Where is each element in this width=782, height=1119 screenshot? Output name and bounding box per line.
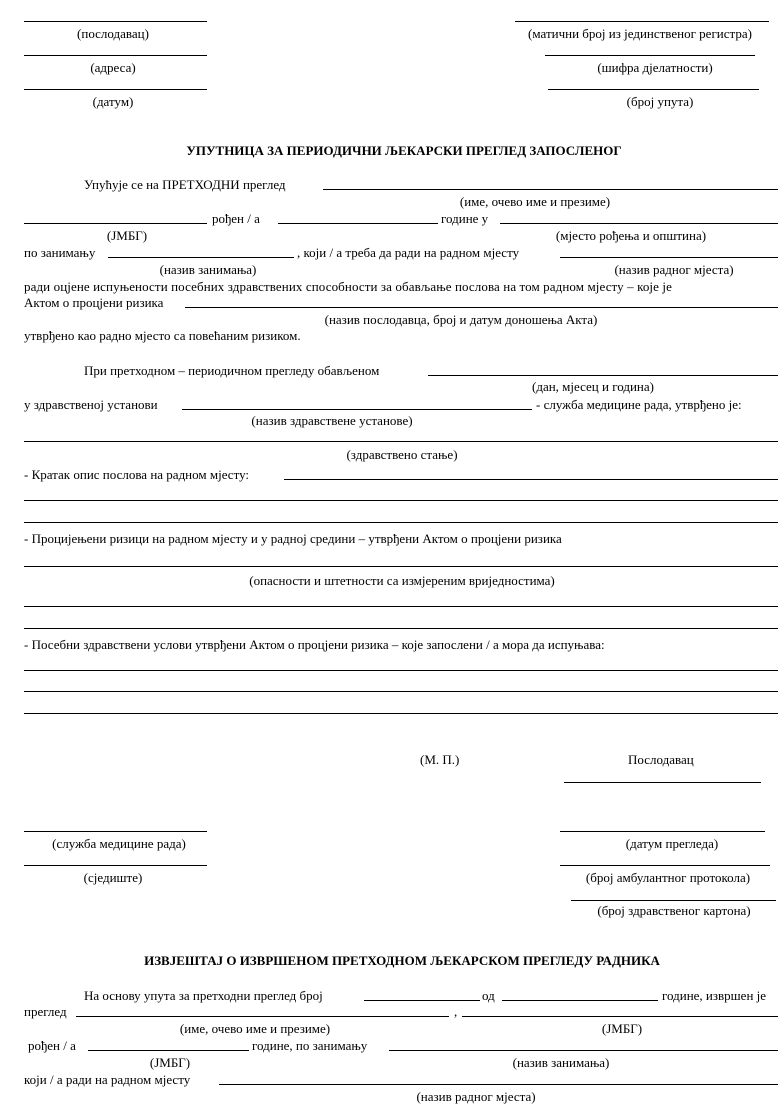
institution-caption: (назив здравствене установе) bbox=[251, 413, 413, 428]
exam-date-caption: (дан, мјесец и година) bbox=[532, 379, 654, 394]
conditions-line-3[interactable] bbox=[24, 713, 778, 714]
short-desc-line-3[interactable] bbox=[24, 522, 778, 523]
card-caption: (број здравственог картона) bbox=[597, 903, 751, 918]
referral-title: УПУТНИЦА ЗА ПЕРИОДИЧНИ ЉЕКАРСКИ ПРЕГЛЕД ЗАПОСЛЕНОГ bbox=[186, 143, 622, 158]
report-workplace-line[interactable] bbox=[219, 1084, 778, 1085]
reg-number-caption: (матични број из јединственог регистра) bbox=[528, 26, 752, 41]
occupation-caption: (назив занимања) bbox=[159, 262, 257, 277]
year-done-text: године, извршен је bbox=[662, 988, 767, 1003]
protocol-line[interactable] bbox=[560, 865, 770, 866]
report-workplace-caption: (назив радног мјеста) bbox=[416, 1089, 536, 1104]
act-text: Актом о процјени ризика bbox=[24, 295, 164, 310]
born-text: рођен / а bbox=[212, 211, 260, 226]
report-date-line[interactable] bbox=[502, 1000, 658, 1001]
service-line[interactable] bbox=[24, 831, 207, 832]
short-desc-line-2[interactable] bbox=[24, 500, 778, 501]
short-desc-text: - Кратак опис послова на радном мјесту: bbox=[24, 467, 250, 482]
assessment-text: ради оцјене испуњености посебних здравствених способности за обављање послова на том радном мјесту – које је bbox=[24, 279, 672, 294]
reg-number-line[interactable] bbox=[515, 21, 769, 22]
workplace-caption: (назив радног мјеста) bbox=[614, 262, 734, 277]
risks-text: - Процијењени ризици на радном мјесту и у радној средини – утврђени Актом о процјени ризика bbox=[24, 531, 562, 546]
protocol-caption: (број амбулантног протокола) bbox=[585, 870, 751, 885]
health-status-line[interactable] bbox=[24, 441, 778, 442]
jmbg-caption: (ЈМБГ) bbox=[106, 228, 148, 243]
employer-line[interactable] bbox=[24, 21, 207, 22]
hazards-line-2[interactable] bbox=[24, 628, 778, 629]
name-caption: (име, очево име и презиме) bbox=[459, 194, 611, 209]
report-jmbg-caption: (ЈМБГ) bbox=[601, 1021, 643, 1036]
occupation-line[interactable] bbox=[108, 257, 294, 258]
report-jmbg-line[interactable] bbox=[462, 1016, 778, 1017]
referral-number-line[interactable] bbox=[548, 89, 759, 90]
by-occupation-text: по занимању bbox=[24, 245, 96, 260]
workplace-line[interactable] bbox=[560, 257, 778, 258]
address-line[interactable] bbox=[24, 55, 207, 56]
hazards-line-1[interactable] bbox=[24, 606, 778, 607]
exam-date-sign-caption: (датум прегледа) bbox=[625, 836, 719, 851]
risks-line[interactable] bbox=[24, 566, 778, 567]
report-title: ИЗВЈЕШТАЈ О ИЗВРШЕНОМ ПРЕТХОДНОМ ЉЕКАРСКОМ ПРЕГЛЕДУ РАДНИКА bbox=[144, 953, 660, 968]
institution-text: у здравственој установи bbox=[24, 397, 158, 412]
year-in-text: године у bbox=[441, 211, 489, 226]
employer-caption: (послодавац) bbox=[77, 26, 149, 41]
jmbg-line[interactable] bbox=[24, 223, 207, 224]
conditions-line-2[interactable] bbox=[24, 691, 778, 692]
based-on-text: На основу упута за претходни преглед број bbox=[84, 988, 323, 1003]
exam-date-line[interactable] bbox=[428, 375, 778, 376]
report-birth-line[interactable] bbox=[88, 1050, 249, 1051]
birthplace-line[interactable] bbox=[500, 223, 778, 224]
stamp-label: (М. П.) bbox=[420, 752, 460, 767]
occ-service-text: - служба медицине рада, утврђено је: bbox=[536, 397, 742, 412]
report-works-at-text: који / а ради на радном мјесту bbox=[24, 1072, 191, 1087]
address-caption: (адреса) bbox=[90, 60, 136, 75]
year-occ-text: године, по занимању bbox=[252, 1038, 368, 1053]
hazards-caption: (опасности и штетности са измјереним вриједностима) bbox=[249, 573, 555, 588]
date-line[interactable] bbox=[24, 89, 207, 90]
report-occupation-line[interactable] bbox=[389, 1050, 778, 1051]
employer-signature-line[interactable] bbox=[564, 782, 761, 783]
activity-code-line[interactable] bbox=[545, 55, 755, 56]
comma-text: , bbox=[454, 1004, 458, 1019]
activity-code-caption: (шифра дјелатности) bbox=[597, 60, 713, 75]
report-jmbg2-caption: (ЈМБГ) bbox=[149, 1055, 191, 1070]
works-at-text: , који / а треба да ради на радном мјесту bbox=[297, 245, 520, 260]
employer-sign-label: Послодавац bbox=[628, 752, 694, 767]
card-line[interactable] bbox=[571, 900, 776, 901]
short-desc-line-1[interactable] bbox=[284, 479, 778, 480]
date-caption: (датум) bbox=[92, 94, 134, 109]
referral-number-caption: (број упута) bbox=[626, 94, 694, 109]
seat-line[interactable] bbox=[24, 865, 207, 866]
birthplace-caption: (мјесто рођења и општина) bbox=[555, 228, 707, 243]
increased-risk-text: утврђено као радно мјесто са повећаним ризиком. bbox=[24, 328, 301, 343]
report-name-caption: (име, очево име и презиме) bbox=[179, 1021, 331, 1036]
conditions-text: - Посебни здравствени услови утврђени Актом о процјени ризика – које запослени / а мора да испуњава: bbox=[24, 637, 605, 652]
from-text: од bbox=[482, 988, 495, 1003]
exam-text: преглед bbox=[24, 1004, 67, 1019]
report-name-line[interactable] bbox=[76, 1016, 449, 1017]
report-born-text: рођен / а bbox=[28, 1038, 76, 1053]
health-status-caption: (здравствено стање) bbox=[346, 447, 458, 462]
service-caption: (служба медицине рада) bbox=[52, 836, 186, 851]
referral-line1-text: Упућује се на ПРЕТХОДНИ преглед bbox=[84, 177, 286, 192]
exam-date-sign-line[interactable] bbox=[560, 831, 765, 832]
report-occupation-caption: (назив занимања) bbox=[512, 1055, 610, 1070]
institution-line[interactable] bbox=[182, 409, 532, 410]
employee-name-line[interactable] bbox=[323, 189, 778, 190]
act-line[interactable] bbox=[185, 307, 778, 308]
birth-date-line[interactable] bbox=[278, 223, 438, 224]
report-referral-number-line[interactable] bbox=[364, 1000, 480, 1001]
seat-caption: (сједиште) bbox=[83, 870, 143, 885]
prev-exam-text: При претходном – периодичном прегледу обављеном bbox=[84, 363, 380, 378]
act-caption: (назив послодавца, број и датум доношења Акта) bbox=[324, 312, 598, 327]
conditions-line-1[interactable] bbox=[24, 670, 778, 671]
